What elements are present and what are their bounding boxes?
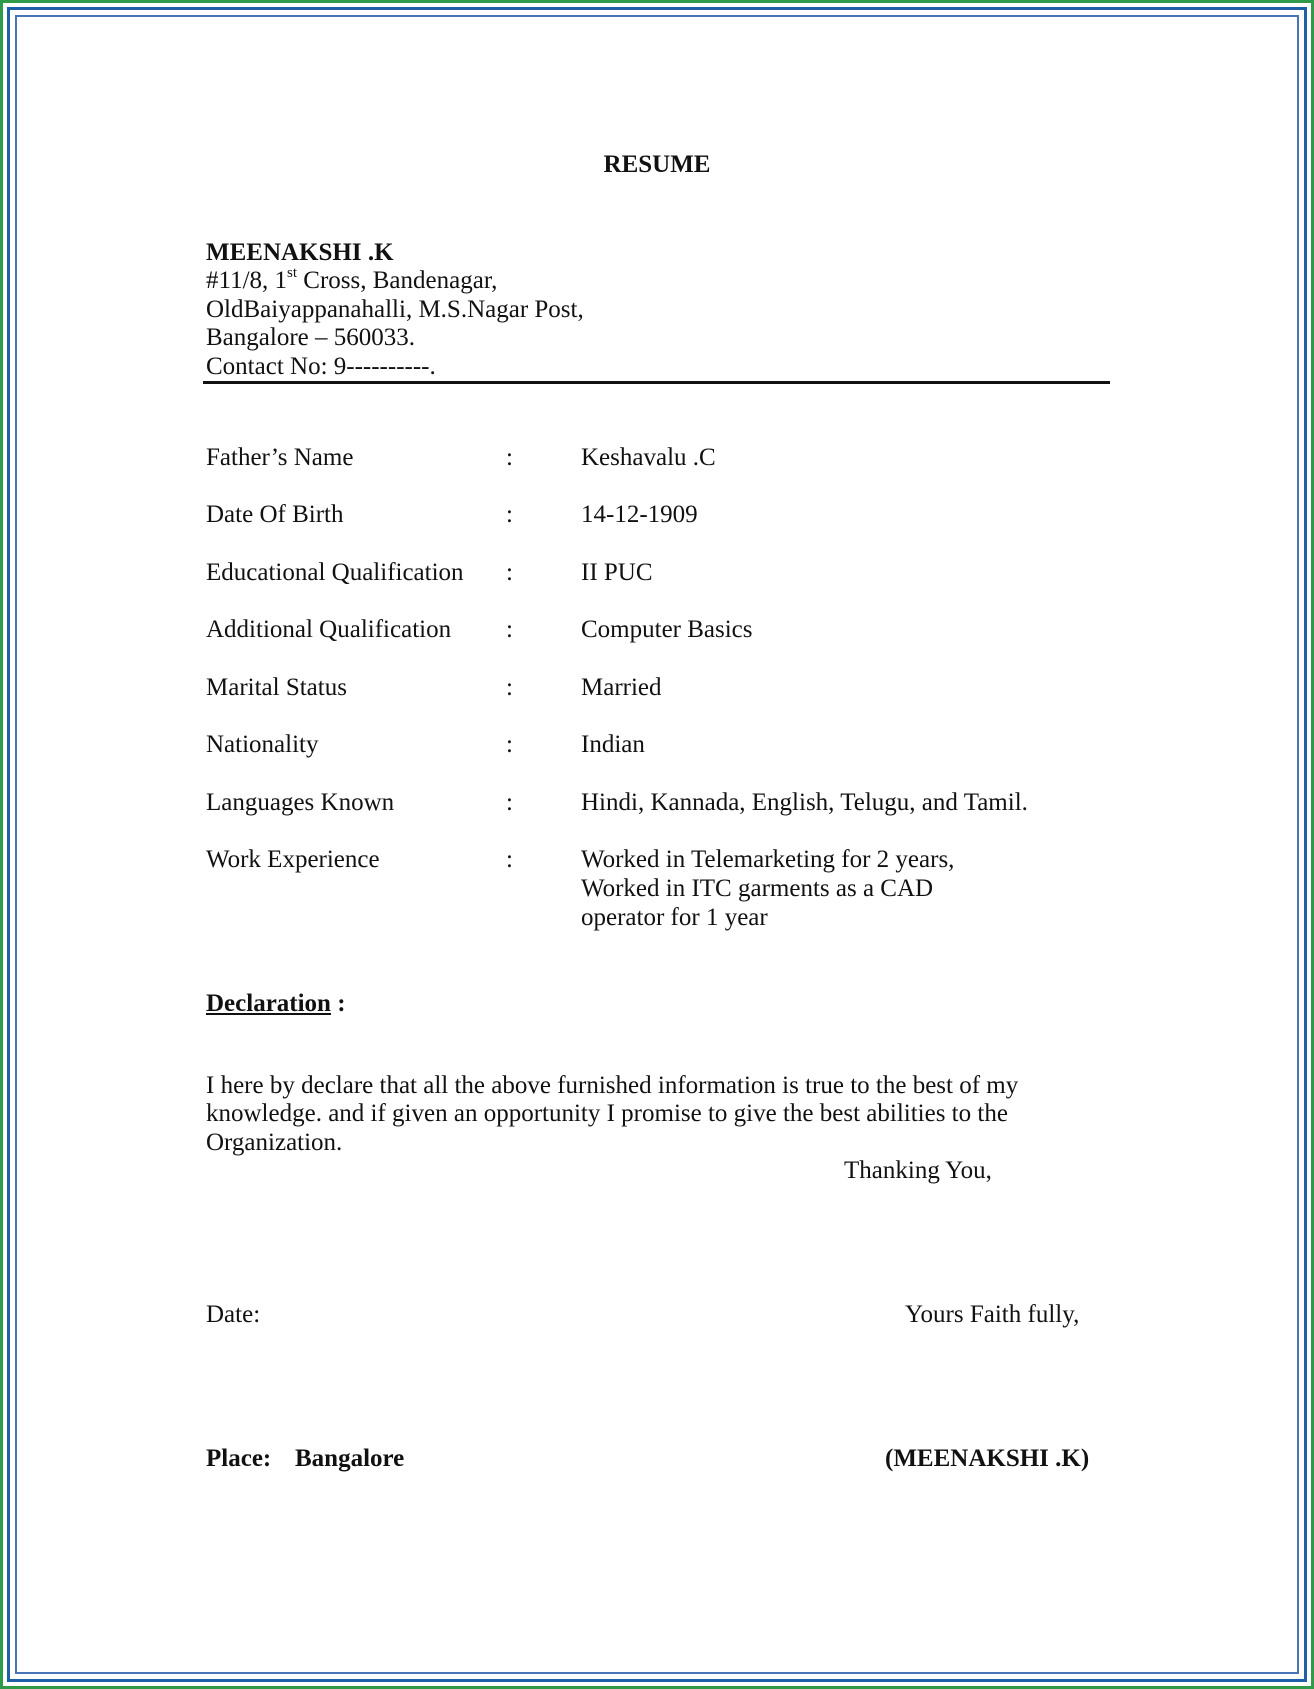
detail-value-languages-known: Hindi, Kannada, English, Telugu, and Tamil. — [581, 789, 1028, 816]
address-line-1-suffix: Cross, Bandenagar, — [297, 267, 498, 294]
detail-label-fathers-name: Father’s Name — [206, 444, 354, 471]
detail-label-languages-known: Languages Known — [206, 789, 395, 816]
detail-colon: : — [506, 846, 513, 873]
detail-colon: : — [506, 674, 513, 701]
date-label: Date: — [206, 1301, 261, 1328]
detail-value-educational-qualification: II PUC — [581, 559, 653, 586]
closing-text: Yours Faith fully, — [905, 1301, 1080, 1328]
detail-value-work-experience-line-1: Worked in Telemarketing for 2 years, — [581, 846, 955, 873]
detail-label-additional-qualification: Additional Qualification — [206, 616, 452, 643]
address-line-1-sup: st — [287, 264, 298, 281]
address-line-1 — [206, 266, 497, 295]
address-line-3: Bangalore – 560033. — [206, 324, 415, 351]
address-line-2: OldBaiyappanahalli, M.S.Nagar Post, — [206, 296, 584, 323]
detail-label-date-of-birth: Date Of Birth — [206, 501, 344, 528]
thanking-you: Thanking You, — [844, 1157, 992, 1184]
detail-value-date-of-birth: 14-12-1909 — [581, 501, 698, 528]
address-line-1-prefix: #11/8, 1 — [206, 267, 288, 294]
signature-name: (MEENAKSHI .K) — [885, 1445, 1090, 1472]
header-divider — [203, 381, 1110, 384]
declaration-line-1: I here by declare that all the above furnished information is true to the best of my — [206, 1072, 1019, 1099]
page-title: RESUME — [603, 151, 711, 178]
declaration-line-3: Organization. — [206, 1129, 343, 1156]
detail-value-work-experience-line-3: operator for 1 year — [581, 904, 768, 931]
contact-number: Contact No: 9----------. — [206, 353, 436, 380]
detail-label-educational-qualification: Educational Qualification — [206, 559, 464, 586]
declaration-heading — [206, 989, 346, 1018]
detail-colon: : — [506, 559, 513, 586]
detail-colon: : — [506, 616, 513, 643]
detail-value-additional-qualification: Computer Basics — [581, 616, 753, 643]
place-label: Place: — [206, 1445, 272, 1472]
detail-colon: : — [506, 444, 513, 471]
detail-label-nationality: Nationality — [206, 731, 319, 758]
applicant-name: MEENAKSHI .K — [206, 239, 394, 266]
detail-value-marital-status: Married — [581, 674, 662, 701]
detail-value-work-experience-line-2: Worked in ITC garments as a CAD — [581, 875, 934, 902]
detail-label-work-experience: Work Experience — [206, 846, 380, 873]
detail-label-marital-status: Marital Status — [206, 674, 347, 701]
detail-value-fathers-name: Keshavalu .C — [581, 444, 716, 471]
declaration-line-2: knowledge. and if given an opportunity I promise to give the best abilities to the — [206, 1100, 1008, 1127]
declaration-heading-text: Declaration — [206, 990, 331, 1017]
place-value: Bangalore — [295, 1445, 405, 1472]
detail-colon: : — [506, 789, 513, 816]
detail-colon: : — [506, 731, 513, 758]
detail-colon: : — [506, 501, 513, 528]
declaration-heading-colon: : — [330, 990, 346, 1017]
detail-value-nationality: Indian — [581, 731, 645, 758]
